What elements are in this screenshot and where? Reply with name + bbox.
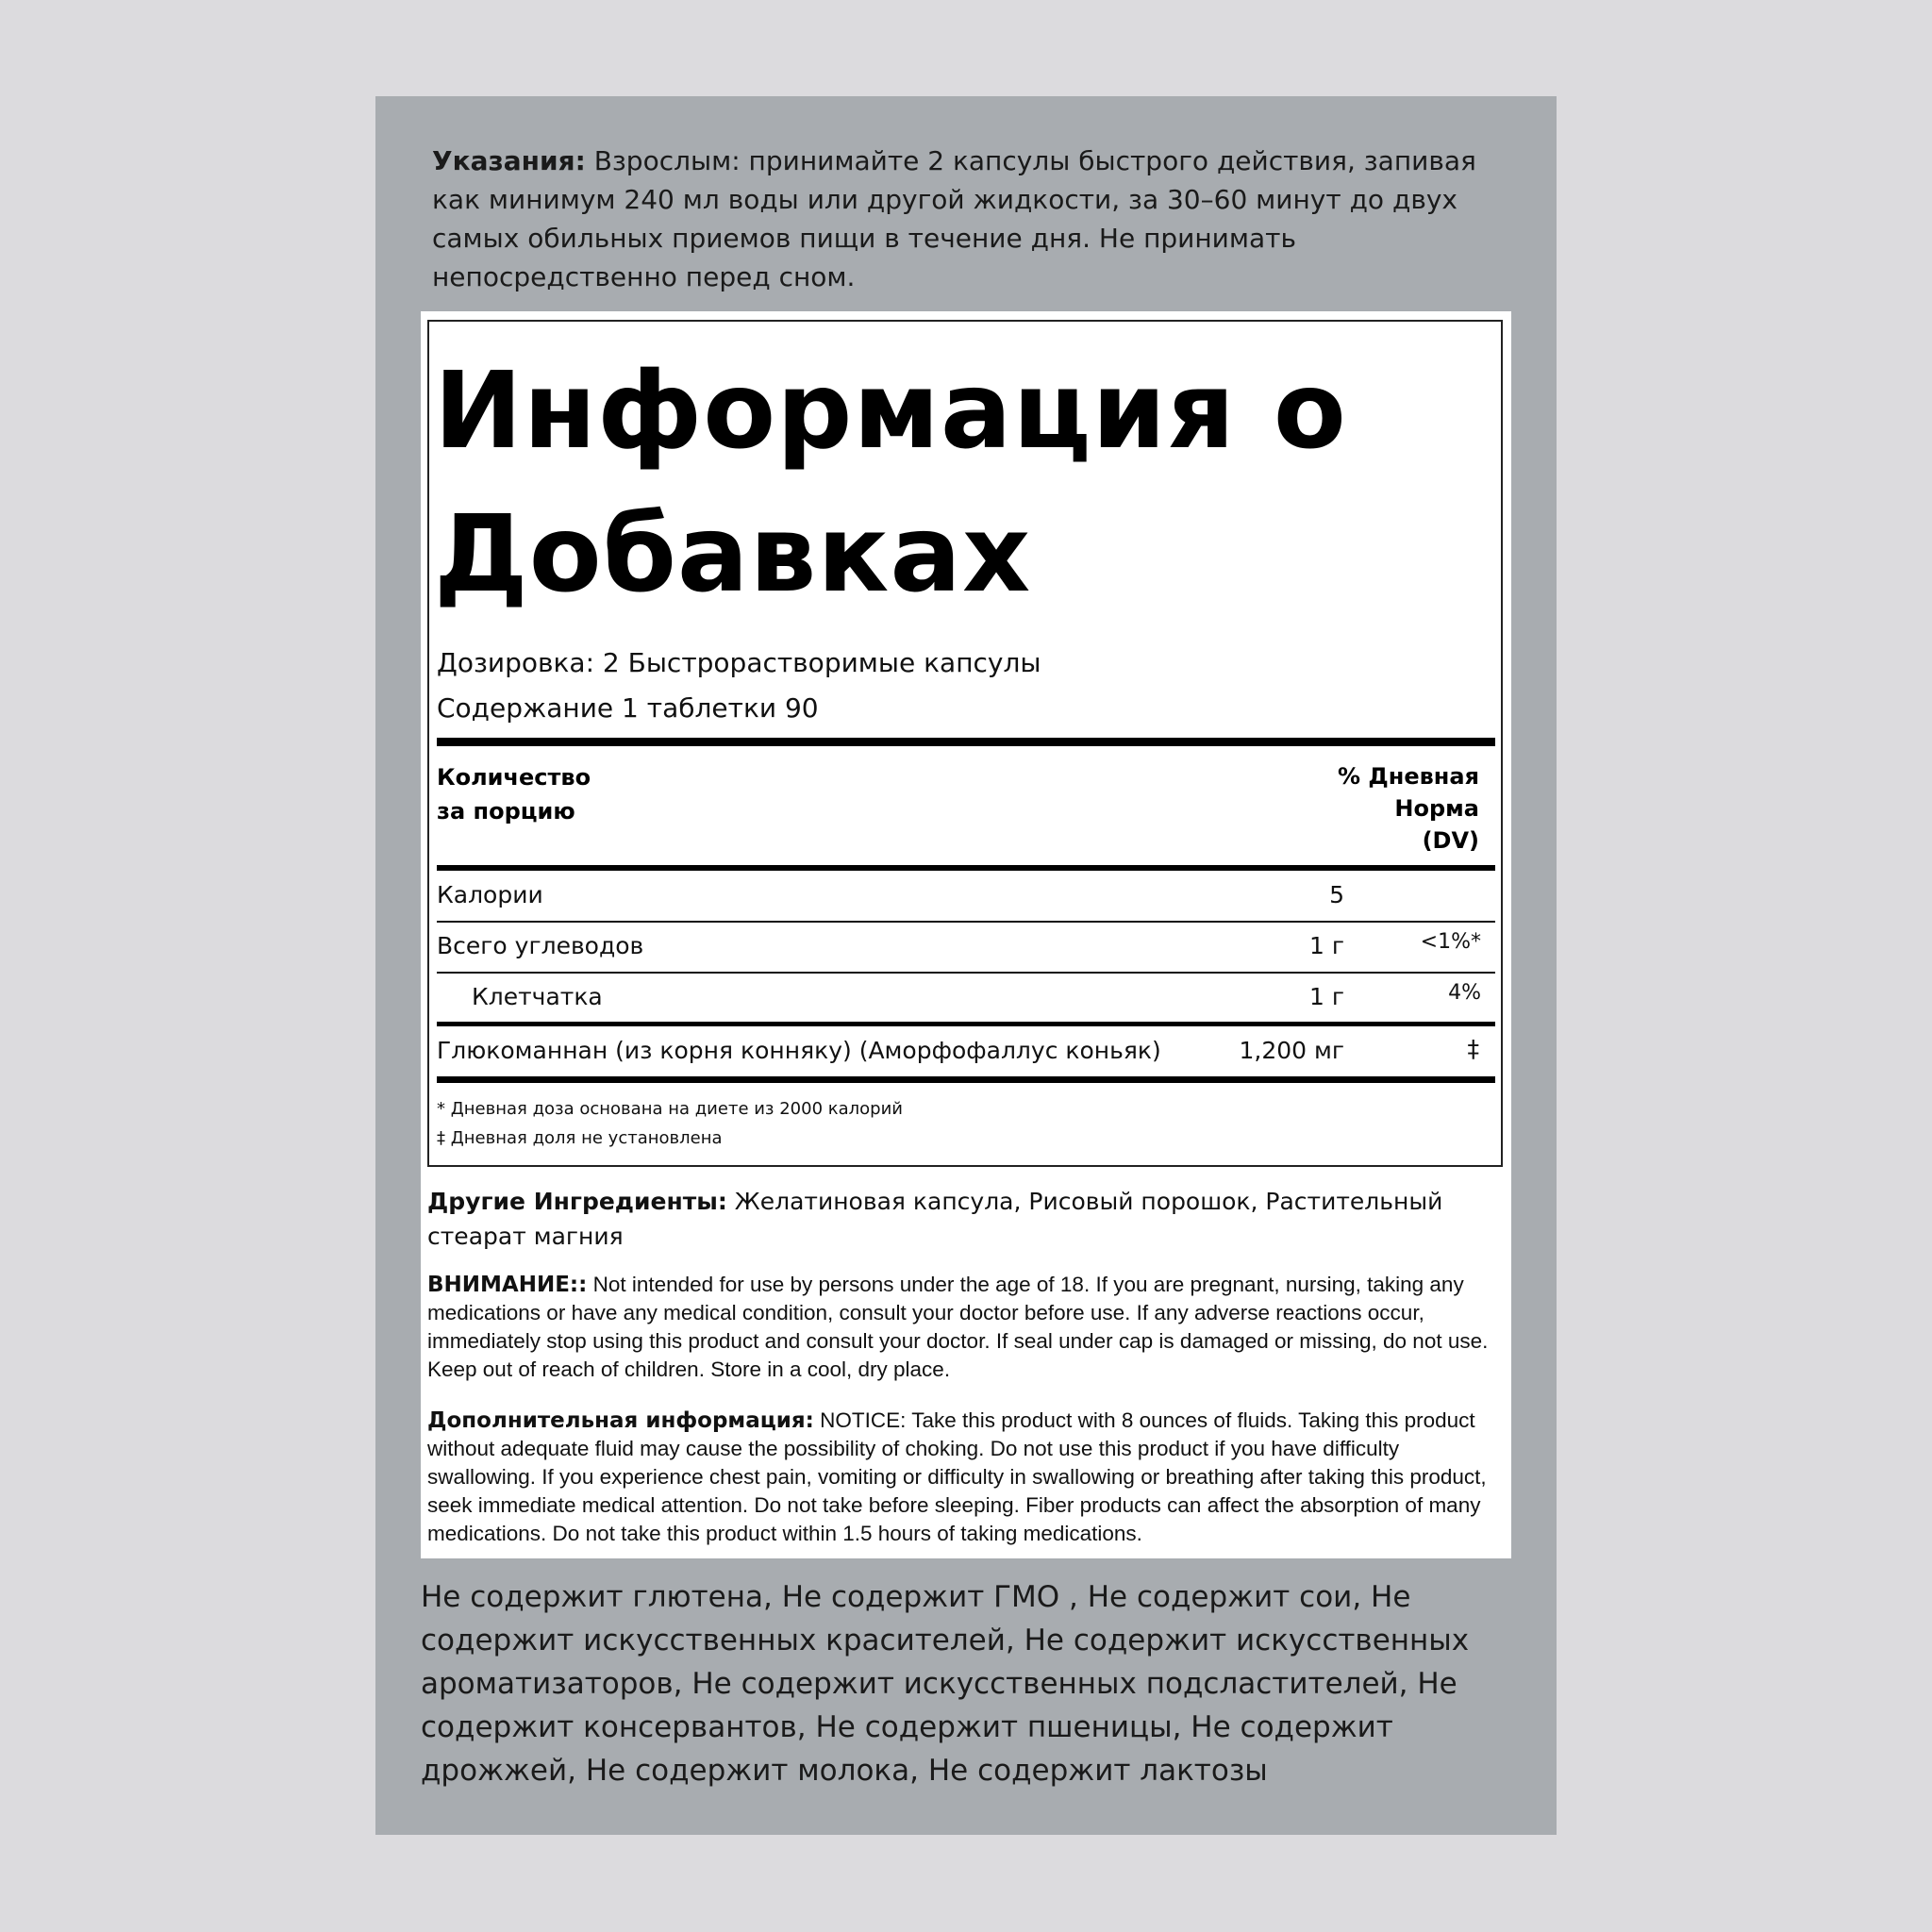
section-divider	[437, 1022, 1495, 1026]
nutrient-dv: ‡	[1467, 1035, 1479, 1062]
footnote-daily-value: * Дневная доза основана на диете из 2000 калорий	[437, 1099, 903, 1119]
directions-text	[432, 142, 1507, 296]
nutrient-dv: <1%*	[1420, 930, 1481, 954]
serving-size: Дозировка: 2 Быстрорастворимые капсулы	[437, 647, 1041, 678]
other-ingredients-label: Другие Ингредиенты:	[427, 1188, 727, 1215]
warning-text: Not intended for use by persons under the age of 18. If you are pregnant, nursing, taking any medications or have any medical condition, consult your doctor before use. If any adverse reactions occur, immediately stop using this product and consult your doctor. If seal under cap is damaged or missing, do not use. Keep out of reach of children. Store in a cool, dry place.	[427, 1273, 1489, 1381]
nutrient-amount: 1 г	[1309, 983, 1344, 1010]
row-divider	[437, 972, 1495, 974]
free-from-claims: Не содержит глютена, Не содержит ГМО , Не содержит сои, Не содержит искусственных красителей, Не содержит искусственных ароматизаторов, Не содержит искусственных подсластителей, Не содержит консервантов, Не содержит пшеницы, Не содержит дрожжей, Не содержит молока, Не содержит лактозы	[421, 1580, 1470, 1788]
header-divider	[437, 865, 1495, 871]
directions-body: Взрослым: принимайте 2 капсулы быстрого действия, запивая как минимум 240 мл воды или другой жидкости, за 30–60 минут до двух самых обильных приемов пищи в течение дня. Не принимать непосредственно перед сном.	[432, 145, 1476, 292]
nutrient-amount: 1 г	[1309, 932, 1344, 959]
additional-info-section	[427, 1407, 1503, 1548]
bottom-divider	[437, 1076, 1495, 1083]
facts-title: Информация о Добавках	[434, 350, 1347, 616]
nutrient-name: Глюкоманнан (из корня конняку) (Аморфофаллус коньяк)	[437, 1037, 1161, 1064]
other-ingredients	[427, 1184, 1503, 1254]
header-daily-value: % Дневная Норма (DV)	[1337, 763, 1479, 854]
nutrient-amount: 1,200 мг	[1239, 1037, 1344, 1064]
row-divider	[437, 921, 1495, 923]
thick-divider	[437, 738, 1495, 746]
header-amount: Количество за порцию	[437, 764, 591, 824]
nutrient-dv: 4%	[1448, 981, 1481, 1005]
additional-info-label: Дополнительная информация:	[427, 1408, 814, 1433]
nutrient-name: Клетчатка	[472, 983, 603, 1010]
footnote-not-established: ‡ Дневная доля не установлена	[437, 1128, 723, 1148]
nutrient-amount: 5	[1329, 881, 1344, 908]
additional-info-text: NOTICE: Take this product with 8 ounces of fluids. Taking this product without adequate fluid may cause the possibility of choking. Do not use this product if you have difficulty swallowing. If you experience chest pain, vomiting or difficulty in swallowing or breathing after taking this product, seek immediate medical attention. Do not take before sleeping. Fiber products can affect the absorption of many medications. Do not take this product within 1.5 hours of taking medications.	[427, 1408, 1487, 1545]
directions-label: Указания:	[432, 145, 586, 176]
nutrient-name: Калории	[437, 881, 543, 908]
warning-section	[427, 1271, 1503, 1384]
nutrient-name: Всего углеводов	[437, 932, 644, 959]
warning-label: ВНИМАНИЕ::	[427, 1273, 588, 1297]
other-ingredients-text: Желатиновая капсула, Рисовый порошок, Растительный стеарат магния	[427, 1188, 1443, 1250]
servings-per-container: Содержание 1 таблетки 90	[437, 692, 819, 724]
